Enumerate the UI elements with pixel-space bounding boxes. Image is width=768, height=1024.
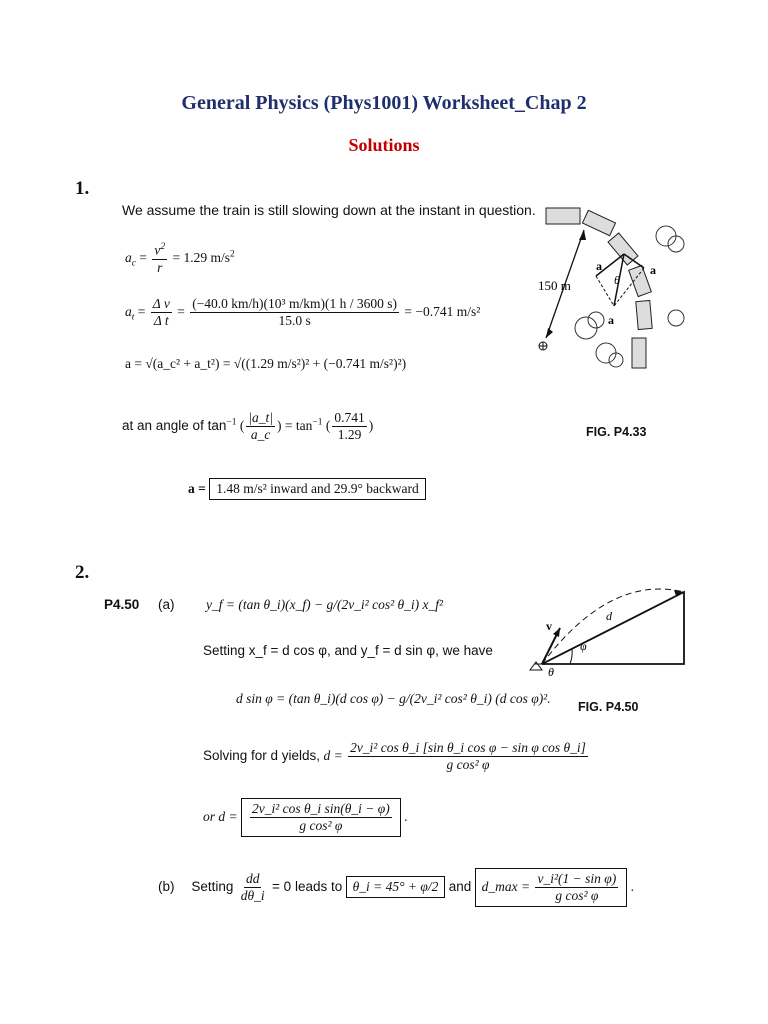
svg-text:θ: θ xyxy=(548,665,554,679)
q1-eq-ac: $a_c$ = $\frac{v^2}{r}$ = 1.29 $m/s^2$ xyxy=(125,242,235,275)
q1-answer-box: 1.48 m/s² inward and 29.9° backward xyxy=(209,478,426,500)
q1-eq-at: $a_t$ = $\frac{\text{Δ v}}{\text{Δ t}}$ = $\frac{\text{(−40.0 km/h)(10³ m/km)(1 h / 3600 s)}}{15.0 s}$ = −0.741 m/s² xyxy=(125,296,481,329)
svg-text:a: a xyxy=(608,313,614,327)
train-car-1 xyxy=(546,208,580,224)
q2-part-b-row: (b) Setting $\frac{dd}{d\theta\_i}$ = 0 leads to θ_i = 45° + φ/2 and d_max = $\frac{\text{v\_i²(1 − sin φ)}}{\text{g cos² φ}}$ . xyxy=(158,868,634,907)
page-title: General Physics (Phys1001) Worksheet_Chap 2 xyxy=(181,92,587,114)
q1-intro: We assume the train is still slowing down at the instant in question. xyxy=(122,202,536,218)
q1-answer: a = 1.48 m/s² inward and 29.9° backward xyxy=(188,478,426,500)
question-1-number: 1. xyxy=(75,178,90,199)
svg-text:150 m: 150 m xyxy=(538,278,571,293)
train-car-4 xyxy=(629,265,652,296)
svg-text:φ: φ xyxy=(580,639,587,653)
train-car-6 xyxy=(632,338,646,368)
svg-text:v: v xyxy=(546,619,552,633)
svg-text:a: a xyxy=(650,263,656,277)
q2-eq3: Solving for d yields, d = $\frac{\text{2v\_i² cos θ\_i [sin θ\_i cos φ − sin φ cos θ\_i]}}{\text{g cos² φ}}$ xyxy=(203,740,586,773)
q2-part-a: (a) xyxy=(158,597,175,612)
svg-text:d: d xyxy=(606,609,612,623)
question-2-number: 2. xyxy=(75,562,90,583)
q2-eq4: or d = $\frac{\text{2v\_i² cos θ\_i sin(θ\_i − φ)}}{\text{g cos² φ}}$ . xyxy=(203,798,408,837)
q1-angle: at an angle of $\tan^{-1}$ ( $\frac{|a\_t|}{a\_c}$ ) = $\tan^{-1}$ ( $\frac{0.741}{1.29}$ ) xyxy=(122,410,374,443)
figure-p4-50 xyxy=(520,584,700,684)
svg-text:θ: θ xyxy=(614,273,620,287)
q1-eq-a: a = √(a_c² + a_t²) = √((1.29 m/s²)² + (−0.741 m/s²)²) xyxy=(125,356,407,371)
fig-p4-33-caption: FIG. P4.33 xyxy=(586,425,647,439)
train-car-2 xyxy=(582,210,615,235)
train-car-5 xyxy=(636,300,652,329)
fig-p4-50-caption: FIG. P4.50 xyxy=(578,700,639,714)
q2-eq1: y_f = (tan θ_i)(x_f) − g/(2v_i² cos² θ_i) x_f² xyxy=(206,597,444,612)
q2-setting-text: Setting x_f = d cos φ, and y_f = d sin φ, we have xyxy=(203,643,493,658)
q2-eq2: d sin φ = (tan θ_i)(d cos φ) − g/(2v_i² cos² θ_i) (d cos φ)². xyxy=(236,691,551,706)
page-subtitle: Solutions xyxy=(348,135,420,155)
figure-p4-33 xyxy=(526,198,706,388)
svg-text:a: a xyxy=(596,259,602,273)
q2-problem-label: P4.50 xyxy=(104,597,140,612)
